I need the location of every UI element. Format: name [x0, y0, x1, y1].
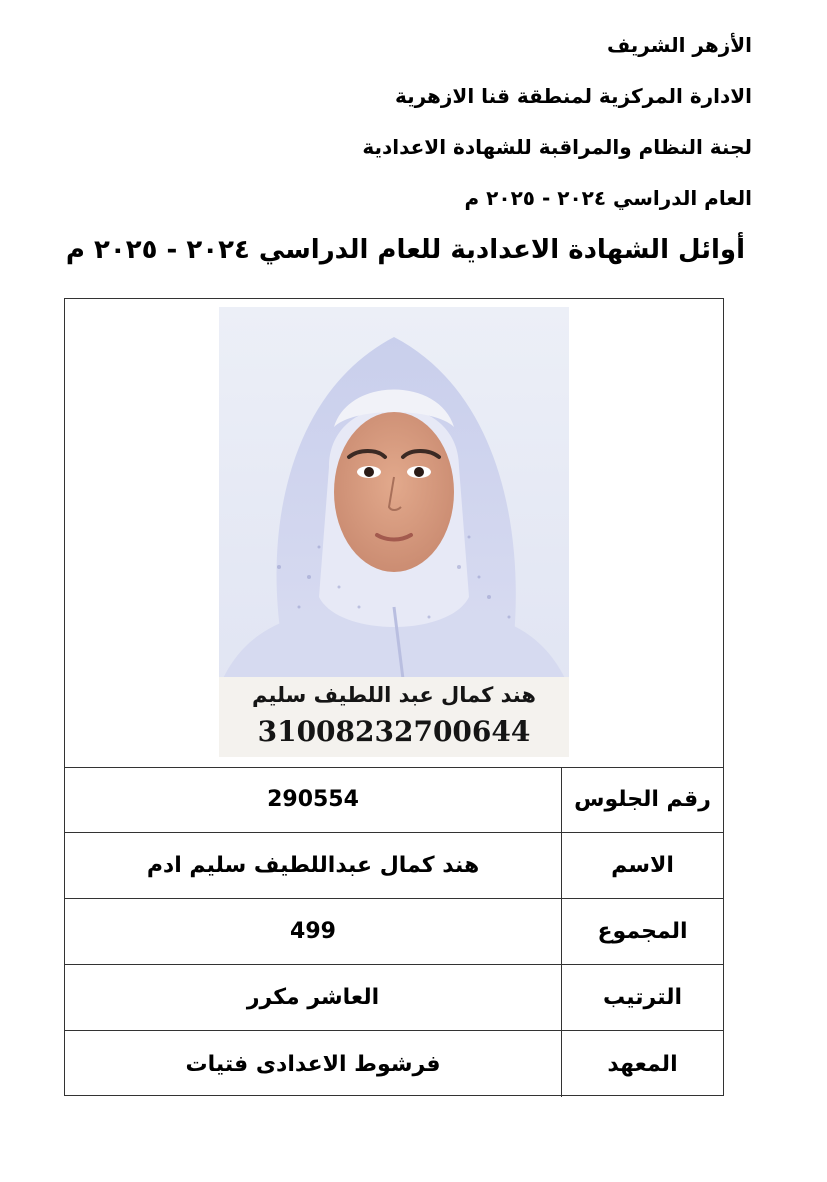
row-name — [65, 833, 723, 899]
rank-value: العاشر مكرر — [65, 965, 562, 1030]
header-org: الأزهر الشريف — [606, 33, 752, 57]
info-table — [65, 767, 723, 1097]
name-label: الاسم — [611, 853, 674, 878]
row-seat-number — [65, 767, 723, 833]
institute-label: المعهد — [607, 1051, 678, 1077]
header-administration: الادارة المركزية لمنطقة قنا الازهرية — [394, 84, 752, 108]
seat-number-value: 290554 — [65, 767, 562, 832]
photo-id-caption: 31008232700644 — [257, 715, 531, 748]
header-block — [52, 28, 752, 232]
photo-cell — [65, 299, 723, 768]
student-card — [64, 298, 724, 1096]
header-academic-year: العام الدراسي ٢٠٢٤ - ٢٠٢٥ م — [464, 186, 752, 210]
institute-value: فرشوط الاعدادى فتيات — [65, 1031, 562, 1097]
row-total — [65, 899, 723, 965]
name-value: هند كمال عبداللطيف سليم ادم — [65, 833, 562, 898]
seat-number-label: رقم الجلوس — [574, 787, 711, 812]
total-label: المجموع — [597, 919, 688, 944]
rank-label: الترتيب — [603, 985, 682, 1010]
page-title: أوائل الشهادة الاعدادية للعام الدراسي ٢٠٢٤ - ٢٠٢٥ م — [65, 235, 745, 265]
total-value: 499 — [65, 899, 562, 964]
photo-name-caption: هند كمال عبد اللطيف سليم — [252, 683, 536, 707]
header-committee: لجنة النظام والمراقبة للشهادة الاعدادية — [362, 135, 752, 159]
student-photo — [219, 307, 569, 757]
row-rank — [65, 965, 723, 1031]
row-institute — [65, 1031, 723, 1097]
